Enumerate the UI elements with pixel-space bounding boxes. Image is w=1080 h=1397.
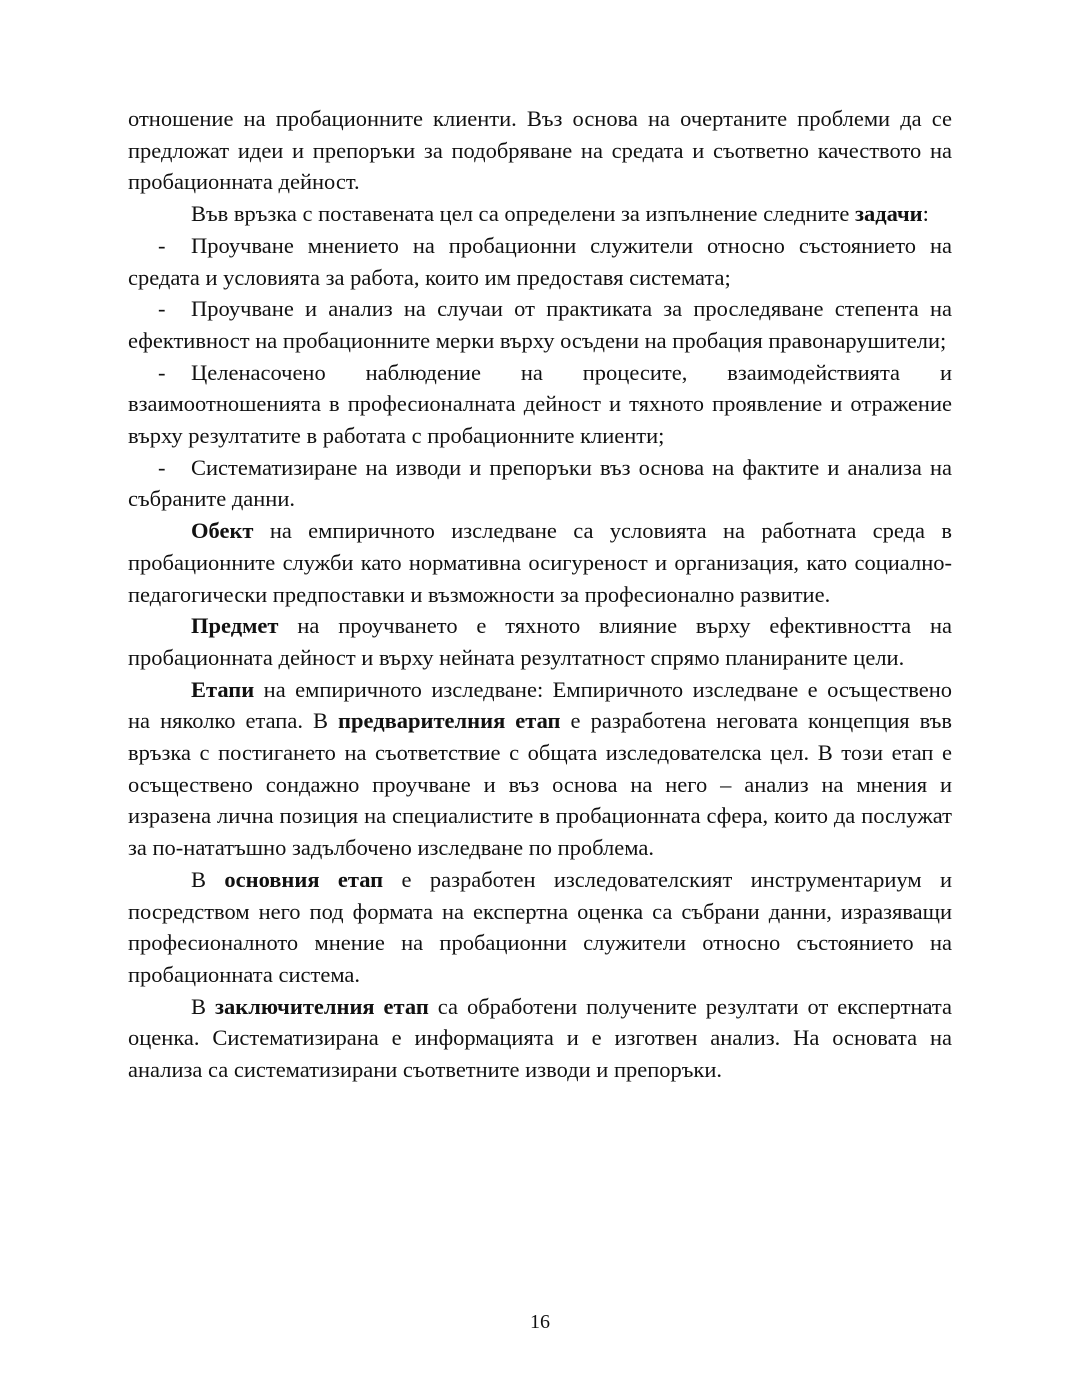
paragraph-final-stage [128, 991, 952, 1086]
paragraph-text: на емпиричното изследване: Емпиричното изследване е осъществено на няколко етапа. В [128, 676, 952, 734]
paragraph-main-stage [128, 864, 952, 991]
paragraph-text: е разработена неговата концепция във връзка с постигането на съответствие с общата изследователска цел. В този етап е осъществено сондажно проучване и въз основа на него – анализ на мнения и изразена лична позиция на специалистите в пробационната сфера, които да послужат за по-нататъшно задълбочено изследване по проблема. [128, 708, 952, 861]
dash-bullet: - [158, 296, 166, 322]
paragraph-text: В [191, 993, 215, 1019]
dash-bullet: - [158, 359, 166, 385]
dash-bullet: - [158, 232, 166, 258]
task-text: Проучване и анализ на случаи от практиката за проследяване степента на ефективност на пробационните мерки върху осъдени на пробация правонарушители; [128, 296, 952, 353]
bold-term-object: Обект [191, 518, 254, 544]
bold-term-final-stage: заключителния етап [214, 993, 429, 1019]
paragraph-tasks-intro [128, 198, 952, 230]
task-item-4 [128, 452, 952, 515]
paragraph-text: са обработени получените резултати от експертната оценка. Систематизирана е информацията и е изготвен анализ. На основата на анализа са систематизирани съответните изводи и препоръки. [128, 993, 952, 1083]
task-item-1 [128, 230, 952, 293]
paragraph-subject [128, 610, 952, 673]
paragraph-text: на проучването е тяхното влияние върху ефективността на пробационната дейност и върху нейната резултатност спрямо планираните цели. [128, 613, 952, 670]
paragraph-text: е разработен изследователският инструментариум и посредством него под формата на експертна оценка са събрани данни, изразяващи професионалното мнение на пробационни служители относно състоянието на пробационната система. [128, 866, 953, 987]
colon: : [922, 201, 929, 227]
paragraph-object [128, 515, 952, 610]
task-text: Систематизиране на изводи и препоръки въз основа на фактите и анализа на събраните данни. [128, 454, 952, 512]
page-number: 16 [530, 1311, 550, 1333]
paragraph-text: отношение на пробационните клиенти. Въз основа на очертаните проблеми да се предложат идеи и препоръки за подобряване на средата и съответно качеството на пробационната дейност. [128, 106, 952, 195]
paragraph-text: на емпиричното изследване са условията на работната среда в пробационните служби като нормативна осигуреност и организация, като социално-педагогически предпоставки и възможности за професионално развитие. [128, 518, 952, 607]
dash-bullet: - [158, 454, 166, 480]
bold-term-subject: Предмет [191, 613, 279, 639]
paragraph-intro-continuation [128, 103, 952, 198]
paragraph-text: В [191, 866, 225, 892]
bold-term-main-stage: основния етап [224, 866, 384, 892]
task-text: Проучване мнението на пробационни служители относно състоянието на средата и условията за работа, които им предоставя системата; [128, 232, 952, 290]
bold-term-preliminary-stage: предварителния етап [338, 708, 561, 734]
task-item-2 [128, 293, 952, 356]
document-body [128, 103, 952, 1086]
task-text: Целенасочено наблюдение на процесите, взаимодействията и взаимоотношенията в професионалната дейност и тяхното проявление и отражение върху резултатите в работата с пробационните клиенти; [128, 359, 952, 449]
task-item-3 [128, 357, 952, 452]
paragraph-text: Във връзка с поставената цел са определени за изпълнение следните [191, 201, 855, 227]
bold-term-tasks: задачи [854, 201, 923, 227]
bold-term-stages: Етапи [191, 676, 255, 702]
paragraph-stages [128, 674, 952, 864]
